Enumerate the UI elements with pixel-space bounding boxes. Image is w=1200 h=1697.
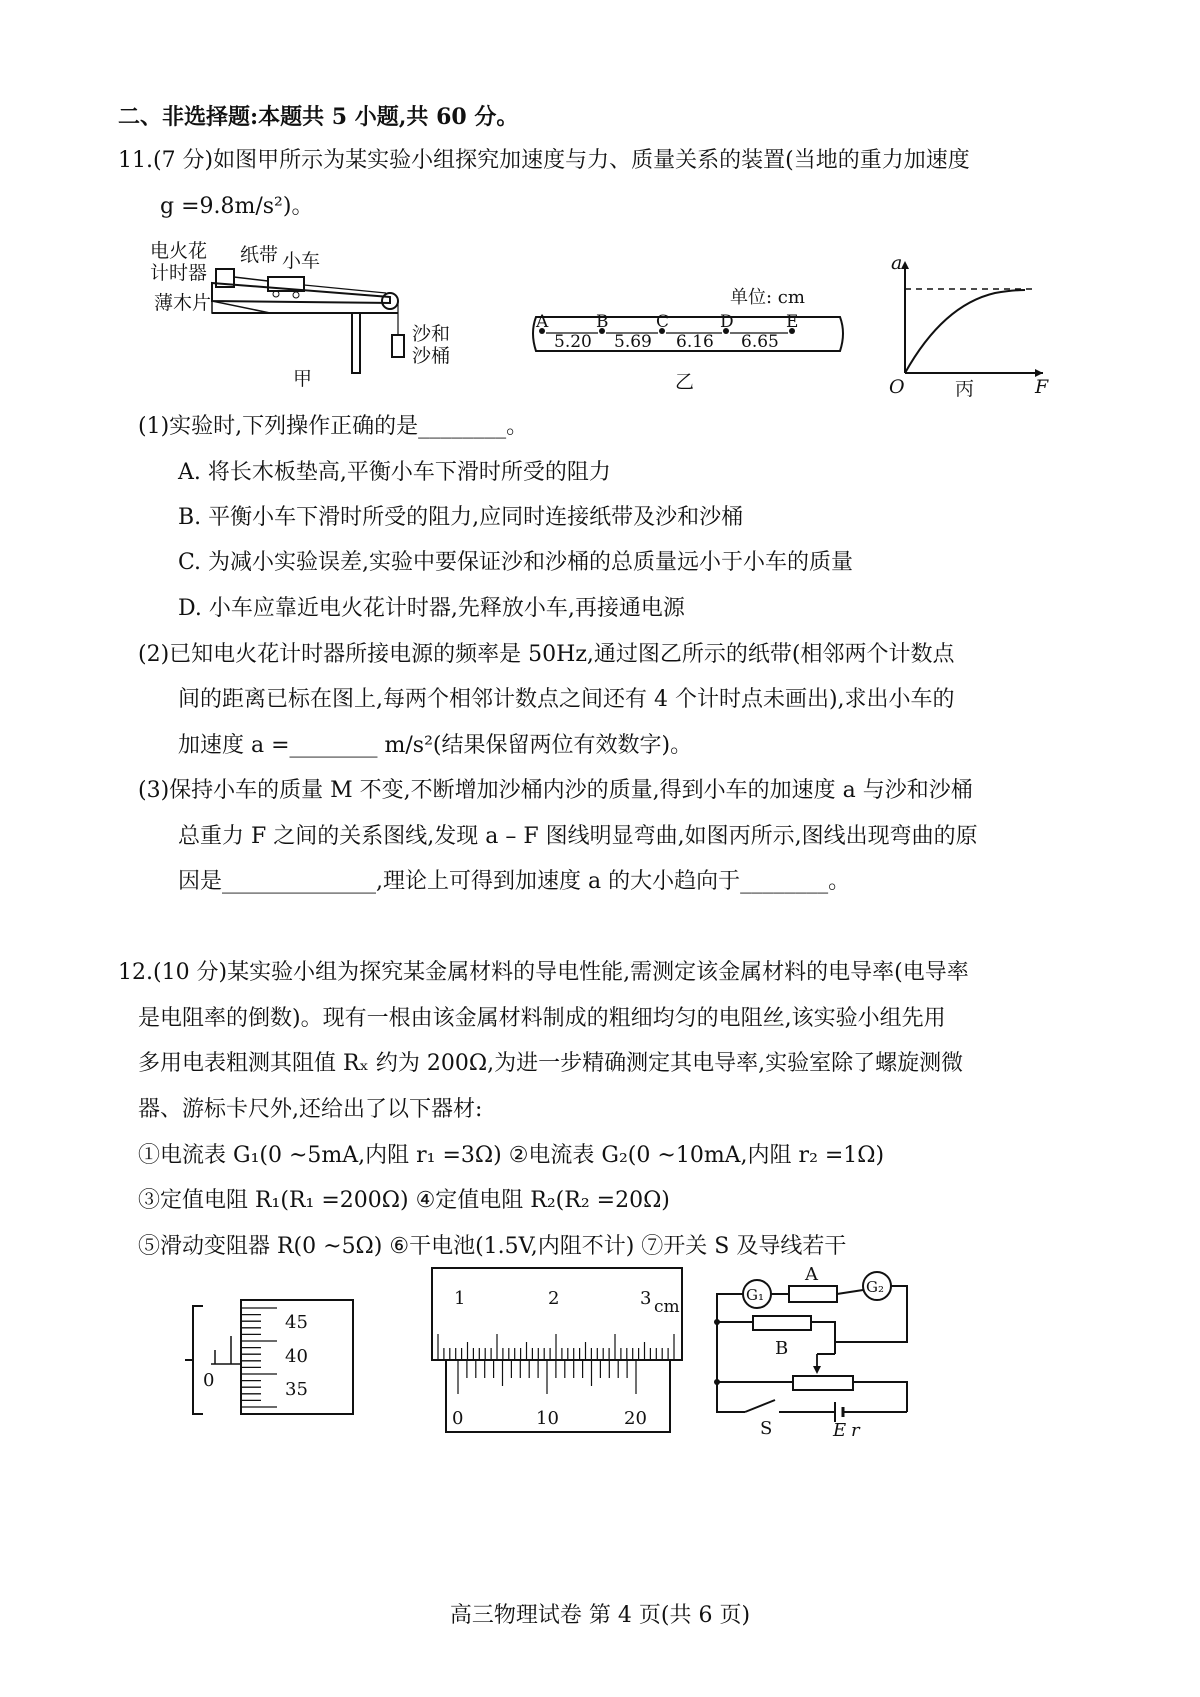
tape-distance: 6.16 [676,332,714,352]
label-block: 薄木片 [154,292,212,314]
option-b: B. 平衡小车下滑时所受的阻力,应同时连接纸带及沙和沙桶 [178,505,744,530]
caption-bing: 丙 [955,378,975,400]
wire-b-right [811,1322,835,1342]
q11-line1: 11.(7 分)如图甲所示为某实验小组探究加速度与力、质量关系的装置(当地的重力加速度 [118,148,970,173]
q12-line6: ③定值电阻 R₁(R₁ =200Ω) ④定值电阻 R₂(R₂ =20Ω) [138,1188,670,1213]
q11-part2-line2: 间的距离已标在图上,每两个相邻计数点之间还有 4 个计时点未画出),求出小车的 [178,687,955,712]
wire-a-g2 [837,1290,863,1294]
q12-line5: ①电流表 G₁(0 ~5mA,内阻 r₁ =3Ω) ②电流表 G₂(0 ~10mA,内阻 r₂ =1Ω) [138,1143,885,1168]
cart-wheel-2 [293,292,299,298]
thimble-label-45: 45 [285,1312,308,1333]
label-e: E [833,1420,847,1441]
vernier-tick-0: 0 [452,1408,464,1429]
label-timer-1: 电火花 [150,240,208,262]
tape-label-b: B [596,312,609,332]
label-s: S [760,1418,773,1439]
axis-f-label: F [1035,376,1049,398]
label-cart: 小车 [282,250,321,272]
micrometer-frame [193,1306,203,1414]
table-leg [352,313,360,373]
resistor-a [789,1286,837,1302]
tape-label-c: C [656,312,670,332]
label-b: B [775,1338,789,1359]
incline-board [212,283,390,303]
wire-rheostat-right [853,1382,907,1412]
wire-to-switch [717,1382,745,1412]
switch-s[interactable] [745,1400,775,1412]
node-left-b [714,1319,720,1325]
page-footer: 高三物理试卷 第 4 页(共 6 页) [449,1603,751,1628]
q11-part3-line2: 总重力 F 之间的关系图线,发现 a – F 图线明显弯曲,如图丙所示,图线出现弯曲的原 [178,824,978,849]
q12-line7: ⑤滑动变阻器 R(0 ~5Ω) ⑥干电池(1.5V,内阻不计) ⑦开关 S 及导线若干 [138,1234,847,1259]
section-heading: 二、非选择题:本题共 5 小题,共 60 分。 [118,104,519,130]
option-d: D. 小车应靠近电火花计时器,先释放小车,再接通电源 [178,596,685,621]
tape [234,277,268,281]
wedge-block [212,301,270,313]
label-sand-2: 沙桶 [412,345,451,367]
q12-line3: 多用电表粗测其阻值 Rₓ 约为 200Ω,为进一步精确测定其电导率,实验室除了螺旋测微 [138,1051,964,1076]
figure-caliper [430,1266,688,1436]
figure-circuit [705,1262,925,1442]
option-c: C. 为减小实验误差,实验中要保证沙和沙桶的总质量远小于小车的质量 [178,550,854,575]
main-tick-2: 2 [548,1288,560,1309]
q11-part2-line1: (2)已知电火花计时器所接电源的频率是 50Hz,通过图乙所示的纸带(相邻两个计数点 [138,642,955,667]
figure-yi [530,275,850,395]
a-f-curve [905,290,1025,373]
wire-left [717,1294,743,1388]
main-tick-3: 3 [640,1288,652,1309]
label-r: r [851,1420,860,1441]
q11-part3-line1: (3)保持小车的质量 M 不变,不断增加沙桶内沙的质量,得到小车的加速度 a 与沙和沙桶 [138,778,973,803]
q12-line2: 是电阻率的倒数)。现有一根由该金属材料制成的粗细均匀的电阻丝,该实验小组先用 [138,1006,946,1031]
figure-micrometer [185,1290,360,1430]
sleeve-zero: 0 [203,1370,215,1391]
main-unit: cm [654,1297,680,1317]
thimble-label-40: 40 [285,1346,308,1367]
label-a: A [805,1264,818,1285]
tape-distance: 6.65 [741,332,779,352]
label-timer-2: 计时器 [150,262,208,284]
rheostat [793,1376,853,1390]
tape-distance: 5.69 [614,332,652,352]
q11-part2-line3: 加速度 a =________ m/s²(结果保留两位有效数字)。 [178,733,693,758]
q12-line1: 12.(10 分)某实验小组为探究某金属材料的导电性能,需测定该金属材料的电导率(电导率 [118,960,969,985]
q11-line2: g =9.8m/s²)。 [160,194,314,219]
tape-label-a: A [536,312,549,332]
caption-jia: 甲 [293,368,313,390]
vernier-tick-20: 20 [624,1408,647,1429]
figure-jia [150,235,490,400]
rheostat-slider-arrow [813,1366,821,1374]
caption-yi: 乙 [675,371,695,393]
vernier-tick-10: 10 [536,1408,559,1429]
origin-label: O [889,376,905,398]
tape-label-d: D [720,312,734,332]
label-tape: 纸带 [240,244,279,266]
tape-distance: 5.20 [554,332,592,352]
axis-a-label: a [891,255,903,274]
option-a: A. 将长木板垫高,平衡小车下滑时所受的阻力 [178,460,611,485]
g1-label: G₁ [746,1286,764,1304]
main-tick-1: 1 [454,1288,466,1309]
thimble-label-35: 35 [285,1379,308,1400]
tape-label-e: E [786,312,799,332]
tape-unit: 单位: cm [730,287,805,308]
label-sand-1: 沙和 [412,323,451,345]
g2-label: G₂ [866,1278,884,1296]
q12-line4: 器、游标卡尺外,还给出了以下器材: [138,1097,483,1122]
q11-part1: (1)实验时,下列操作正确的是________。 [138,414,529,439]
figure-bing [885,255,1050,405]
q11-part3-line3: 因是______________,理论上可得到加速度 a 的大小趋向于________。 [178,869,851,894]
resistor-b [753,1316,811,1330]
sand-bucket [392,335,404,357]
